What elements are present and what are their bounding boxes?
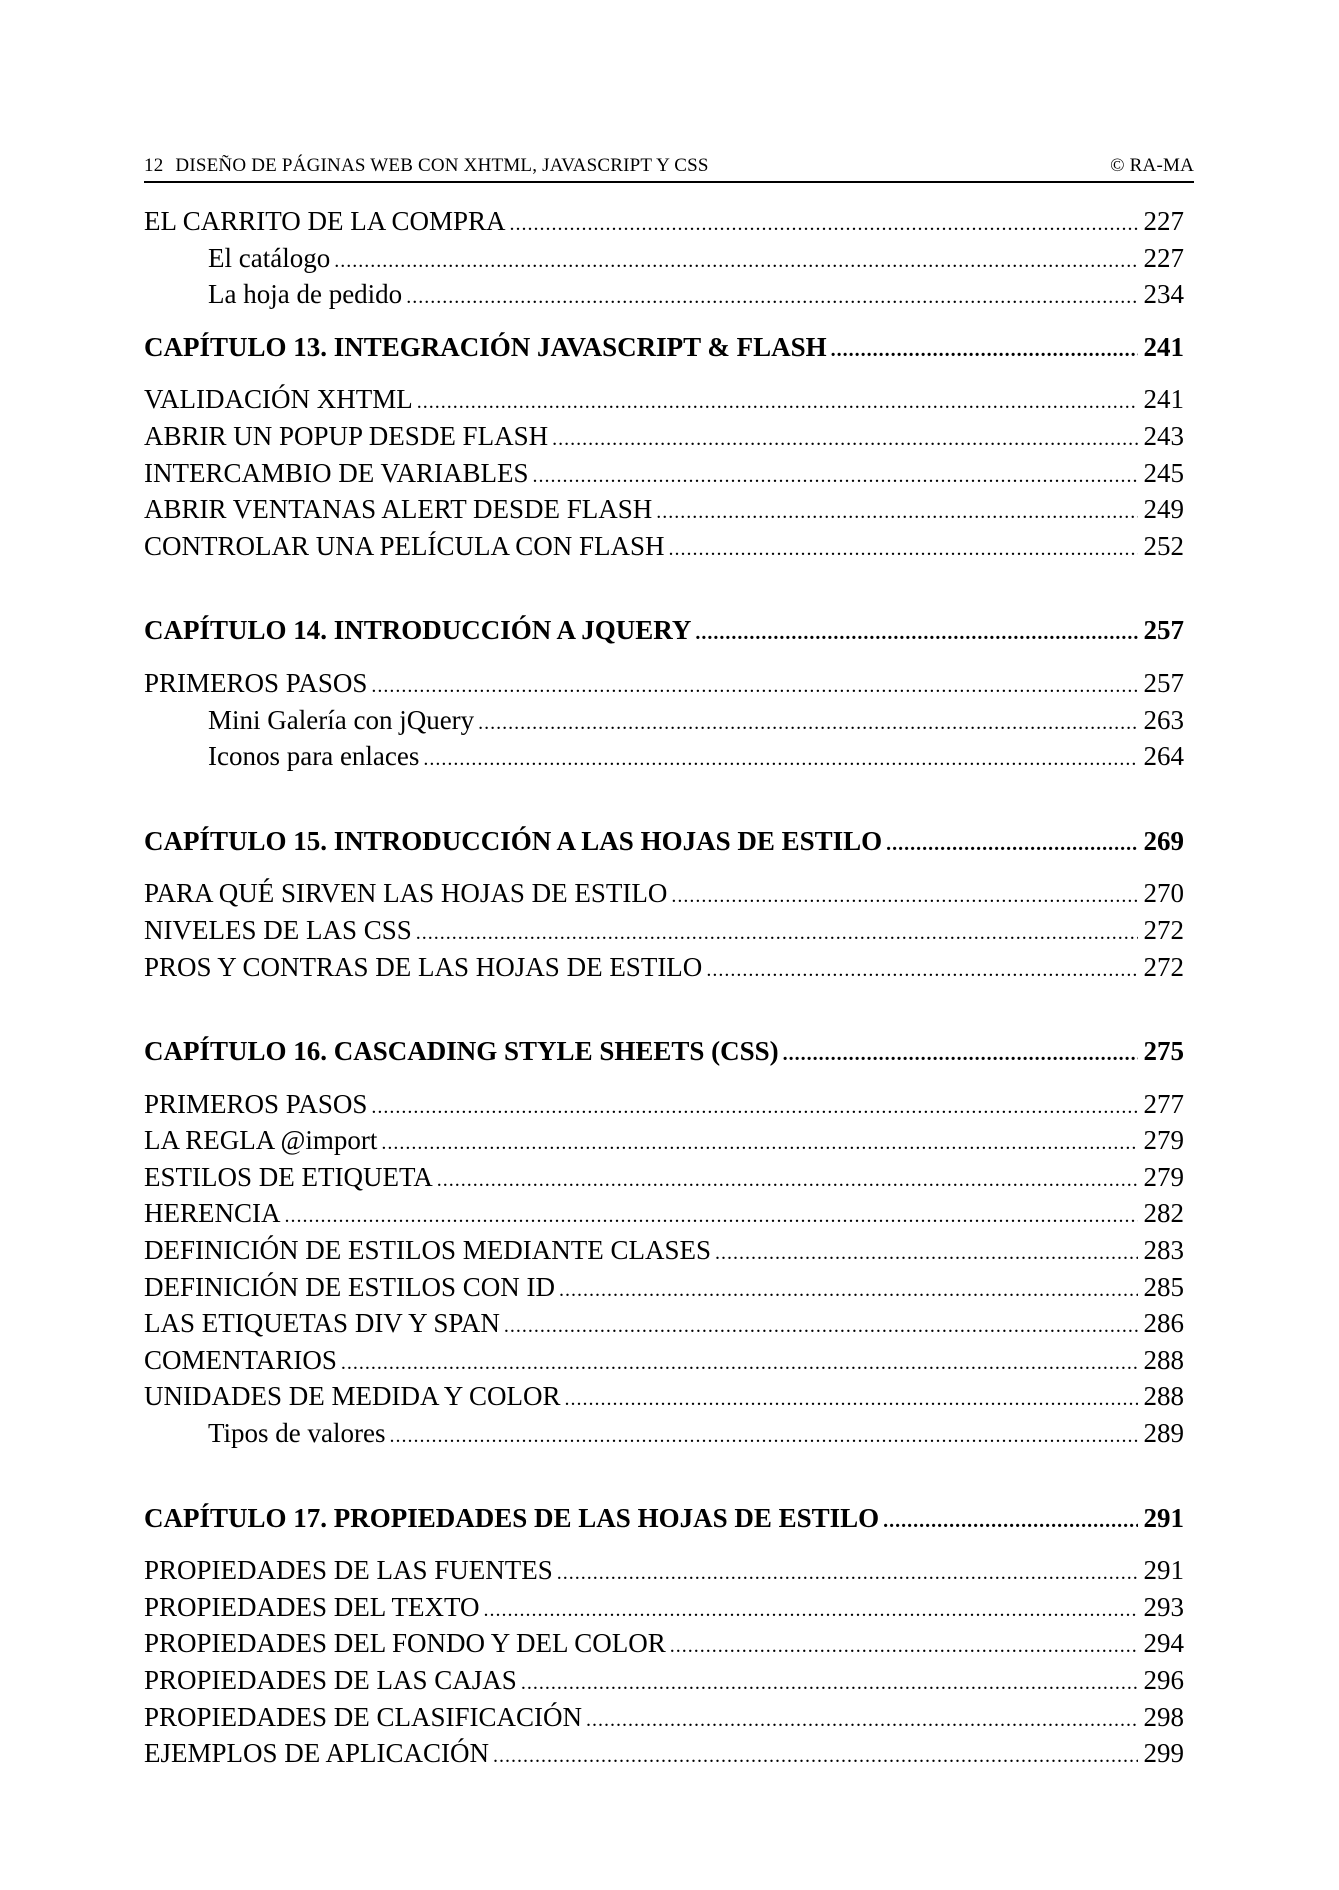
toc-entry: COMENTARIOS ..... 288	[144, 1344, 1194, 1381]
toc-entry: HERENCIA ..... 282	[144, 1197, 1194, 1234]
toc-entry: PROPIEDADES DE CLASIFICACIÓN ..... 298	[144, 1701, 1194, 1738]
toc-entry: ABRIR UN POPUP DESDE FLASH ..... 243	[144, 420, 1194, 457]
toc-entry: PROPIEDADES DE LAS CAJAS ..... 296	[144, 1664, 1194, 1701]
toc-entry: ESTILOS DE ETIQUETA ..... 279	[144, 1161, 1194, 1198]
page-number: 12	[144, 155, 164, 176]
running-header	[144, 155, 1194, 183]
toc-chapter: CAPÍTULO 15. INTRODUCCIÓN A LAS HOJAS DE ESTILO ..... 269	[144, 825, 1194, 862]
toc-entry: PROPIEDADES DE LAS FUENTES ..... 291	[144, 1554, 1194, 1591]
toc-entry: PROS Y CONTRAS DE LAS HOJAS DE ESTILO ..... 272	[144, 951, 1194, 988]
toc-subentry: Mini Galería con jQuery ..... 263	[144, 704, 1194, 741]
toc-subentry: Iconos para enlaces ..... 264	[144, 740, 1194, 777]
toc-entry: PARA QUÉ SIRVEN LAS HOJAS DE ESTILO ..... 270	[144, 877, 1194, 914]
toc-chapter: CAPÍTULO 14. INTRODUCCIÓN A JQUERY ..... 257	[144, 614, 1194, 651]
toc-chapter: CAPÍTULO 13. INTEGRACIÓN JAVASCRIPT & FLASH ..... 241	[144, 331, 1194, 368]
document-page	[144, 155, 1194, 1774]
toc-entry: LAS ETIQUETAS DIV Y SPAN ..... 286	[144, 1307, 1194, 1344]
toc-entry: VALIDACIÓN XHTML ..... 241	[144, 383, 1194, 420]
book-title: DISEÑO DE PÁGINAS WEB CON XHTML, JAVASCRIPT Y CSS	[175, 155, 709, 176]
toc-chapter: CAPÍTULO 16. CASCADING STYLE SHEETS (CSS) ..... 275	[144, 1035, 1194, 1072]
toc-entry: EJEMPLOS DE APLICACIÓN ..... 299	[144, 1737, 1194, 1774]
table-of-contents	[144, 205, 1194, 1774]
toc-entry: DEFINICIÓN DE ESTILOS CON ID ..... 285	[144, 1271, 1194, 1308]
toc-entry: DEFINICIÓN DE ESTILOS MEDIANTE CLASES ..... 283	[144, 1234, 1194, 1271]
toc-subentry: El catálogo ..... 227	[144, 242, 1194, 279]
toc-chapter: CAPÍTULO 17. PROPIEDADES DE LAS HOJAS DE ESTILO ..... 291	[144, 1502, 1194, 1539]
toc-entry: INTERCAMBIO DE VARIABLES ..... 245	[144, 457, 1194, 494]
header-left	[144, 155, 709, 177]
toc-entry: EL CARRITO DE LA COMPRA ..... 227	[144, 205, 1194, 242]
publisher: © RA-MA	[1110, 155, 1194, 176]
toc-entry: PROPIEDADES DEL TEXTO ..... 293	[144, 1591, 1194, 1628]
toc-entry: UNIDADES DE MEDIDA Y COLOR ..... 288	[144, 1380, 1194, 1417]
toc-entry: PROPIEDADES DEL FONDO Y DEL COLOR ..... 294	[144, 1627, 1194, 1664]
toc-subentry: La hoja de pedido ..... 234	[144, 278, 1194, 315]
toc-entry: LA REGLA @import ..... 279	[144, 1124, 1194, 1161]
toc-subentry: Tipos de valores ..... 289	[144, 1417, 1194, 1454]
toc-entry: PRIMEROS PASOS ..... 277	[144, 1088, 1194, 1125]
toc-entry: PRIMEROS PASOS ..... 257	[144, 667, 1194, 704]
toc-entry: CONTROLAR UNA PELÍCULA CON FLASH ..... 252	[144, 530, 1194, 567]
toc-entry: NIVELES DE LAS CSS ..... 272	[144, 914, 1194, 951]
toc-entry: ABRIR VENTANAS ALERT DESDE FLASH ..... 249	[144, 493, 1194, 530]
